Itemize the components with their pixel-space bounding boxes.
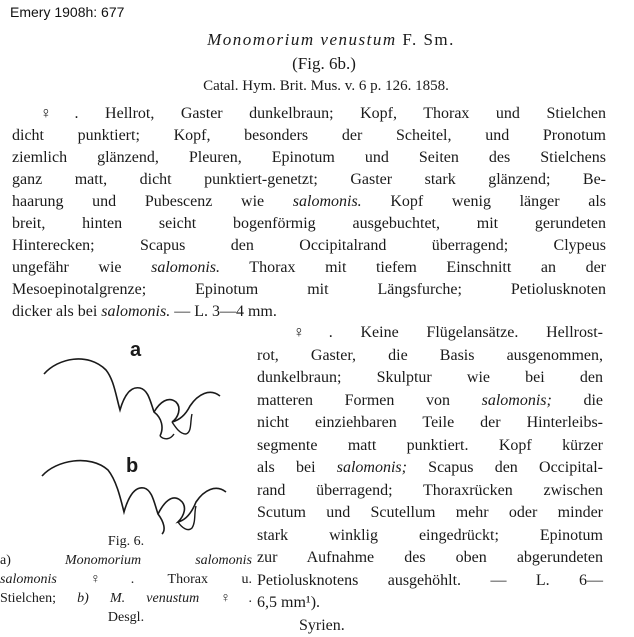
female_paragraph-line	[257, 457, 603, 480]
caption-species-a: Monomorium salomonis	[65, 553, 252, 568]
text-segment: dicker als bei	[12, 303, 101, 320]
worker_paragraph-line	[12, 103, 606, 125]
caption-species-b: b) M. venustum	[77, 591, 199, 606]
female_paragraph-line	[257, 570, 603, 593]
text-segment: segmente matt punktiert. Kopf kürzer	[257, 437, 603, 454]
female_paragraph-line	[257, 547, 603, 570]
caption-line-4: Desgl.	[0, 608, 252, 627]
text-segment: ♀. Hellrot, Gaster dunkelbraun; Kopf, Thorax und Stielchen	[40, 105, 606, 122]
figure-reference: (Fig. 6b.)	[0, 54, 634, 74]
text-segment: haarung und Pubescenz wie	[12, 193, 293, 210]
text-segment: zur Aufnahme des oben abgerundeten	[257, 549, 603, 566]
worker_paragraph-line	[12, 235, 606, 257]
profile-a-outline	[44, 359, 162, 436]
caption-line-1	[0, 551, 252, 570]
figure-caption	[0, 532, 252, 627]
caption-b-sex: ♀.	[199, 591, 252, 606]
species-reference: salomonis;	[337, 459, 407, 476]
text-segment: — L. 3—4 mm.	[170, 303, 277, 320]
text-segment: Scutum und Scutellum mehr oder minder	[257, 504, 603, 521]
catalog-citation: Catal. Hym. Brit. Mus. v. 6 p. 126. 1858.	[0, 78, 634, 95]
text-segment: nicht einziehbaren Teile der Hinterleibs-	[257, 414, 603, 431]
text-segment: dunkelbraun; Skulptur wie bei den	[257, 369, 603, 386]
profile-b-outline	[42, 461, 164, 534]
worker_paragraph-line	[12, 279, 606, 301]
worker_paragraph-line	[12, 147, 606, 169]
worker_paragraph-line	[12, 191, 606, 213]
text-segment: ungefähr wie	[12, 259, 151, 276]
text-segment: Mesoepinotalgrenze; Epinotum mit Längsfurche; Petiolusknoten	[12, 281, 606, 298]
female_paragraph-line	[257, 367, 603, 390]
female_paragraph-line	[257, 435, 603, 458]
profile-b-petiole	[158, 488, 226, 522]
female_paragraph-line	[257, 322, 603, 345]
worker-description	[12, 103, 606, 323]
female_paragraph-line	[257, 615, 603, 637]
text-segment: als bei	[257, 459, 337, 476]
text-segment: matteren Formen von	[257, 392, 482, 409]
figure-label-a: a	[130, 339, 142, 361]
caption-line-2	[0, 570, 252, 589]
thorax-profile-figure	[30, 336, 250, 536]
text-segment: die	[552, 392, 603, 409]
worker_paragraph-line	[12, 169, 606, 191]
caption-figure-number: Fig. 6.	[0, 532, 252, 551]
source-reference: Emery 1908h: 677	[10, 4, 124, 20]
text-segment: rot, Gaster, die Basis ausgenommen,	[257, 347, 603, 364]
species-author: F. Sm.	[402, 30, 455, 49]
female_paragraph-line	[257, 390, 603, 413]
text-segment: Scapus den Occipital-	[407, 459, 603, 476]
worker_paragraph-line	[12, 125, 606, 147]
text-segment: Petiolusknotens ausgehöhlt. — L. 6—	[257, 572, 603, 589]
species-reference: salomonis;	[482, 392, 552, 409]
species-reference: salomonis.	[101, 303, 170, 320]
species-name: Monomorium venustum	[207, 30, 397, 49]
caption-a-marker: a)	[0, 553, 65, 568]
profile-a-petiole	[154, 392, 220, 422]
species-reference: salomonis.	[293, 193, 362, 210]
caption-line-3	[0, 589, 252, 608]
text-segment: Kopf wenig länger als	[362, 193, 606, 210]
text-segment: ganz matt, dicht punktiert-genetzt; Gaster stark glänzend; Be-	[12, 171, 606, 188]
female_paragraph-line	[257, 502, 603, 525]
female_paragraph-line	[257, 345, 603, 368]
text-segment: Hinterecken; Scapus den Occipitalrand überragend; Clypeus	[12, 237, 606, 254]
worker_paragraph-line	[12, 213, 606, 235]
female_paragraph-line	[257, 592, 603, 615]
text-segment: stark winklig eingedrückt; Epinotum	[257, 527, 603, 544]
female_paragraph-line	[257, 480, 603, 503]
worker_paragraph-line	[12, 301, 606, 323]
female_paragraph-line	[257, 412, 603, 435]
text-segment: Thorax mit tiefem Einschnitt an der	[220, 259, 606, 276]
caption-subspecies-a: salomonis	[0, 572, 57, 587]
worker_paragraph-line	[12, 257, 606, 279]
caption-a-part: ♀. Thorax u.	[57, 572, 252, 587]
female_paragraph-line	[257, 525, 603, 548]
profile-a-end	[160, 434, 174, 439]
text-segment: breit, hinten seicht bogenförmig ausgebuchtet, mit gerundeten	[12, 215, 606, 232]
species-title	[0, 30, 634, 50]
figure-6-drawings	[30, 336, 250, 536]
text-segment: Syrien.	[299, 617, 345, 634]
text-segment: rand überragend; Thoraxrücken zwischen	[257, 482, 603, 499]
text-segment: ziemlich glänzend, Pleuren, Epinotum und Seiten des Stielchens	[12, 149, 606, 166]
species-reference: salomonis.	[151, 259, 220, 276]
figure-label-b: b	[126, 455, 138, 477]
text-segment: dicht punktiert; Kopf, besonders der Scheitel, und Pronotum	[12, 127, 606, 144]
caption-a-part-2: Stielchen;	[0, 591, 77, 606]
female-description	[257, 322, 603, 637]
text-segment: ♀. Keine Flügelansätze. Hellrost-	[293, 324, 603, 341]
text-segment: 6,5 mm¹).	[257, 594, 320, 611]
